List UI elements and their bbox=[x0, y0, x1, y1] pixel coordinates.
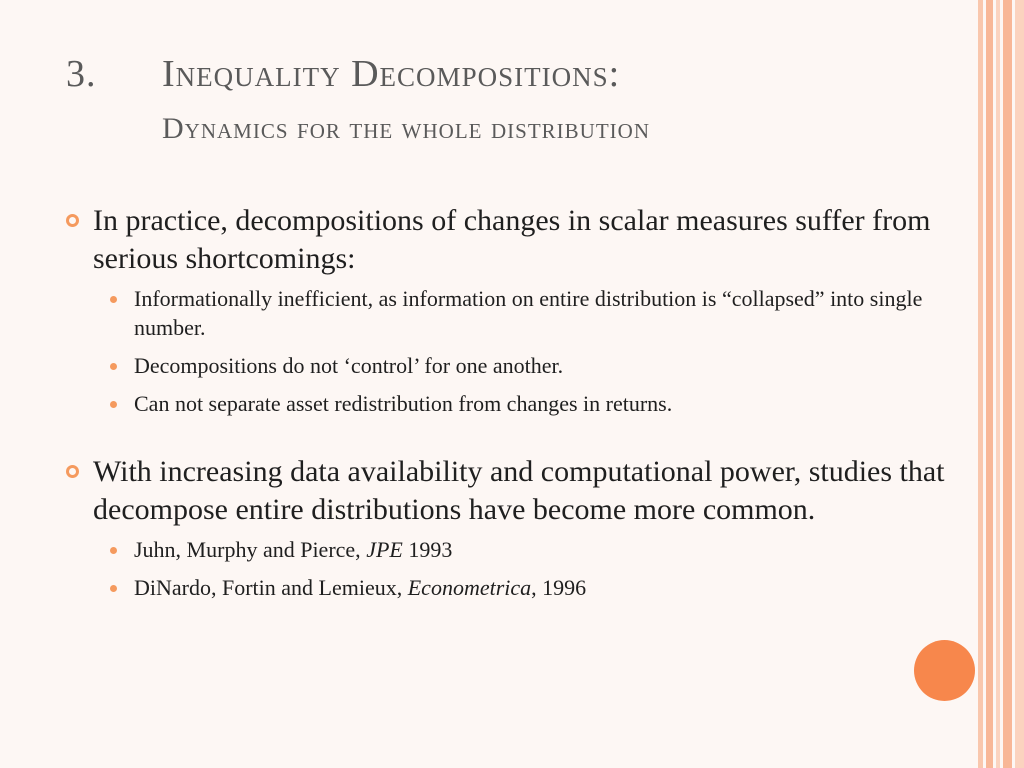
bullet-text: With increasing data availability and computational power, studies that decompose entire distributions have become more common. bbox=[93, 455, 945, 526]
decorative-stripes bbox=[978, 0, 1024, 768]
stripe bbox=[986, 0, 993, 768]
dot-bullet-icon bbox=[110, 401, 117, 408]
bullet-level1 bbox=[62, 202, 962, 278]
citation-journal: JPE bbox=[366, 537, 403, 562]
decorative-circle bbox=[914, 640, 975, 701]
sub-bullet-text: Decompositions do not ‘control’ for one another. bbox=[134, 353, 564, 378]
citation-journal: Econometrica bbox=[407, 575, 532, 600]
ring-bullet-icon bbox=[66, 214, 79, 227]
dot-bullet-icon bbox=[110, 296, 117, 303]
sub-bullet bbox=[62, 389, 962, 418]
slide-title: Inequality Decompositions: bbox=[162, 53, 621, 95]
bullet-text: In practice, decompositions of changes in scalar measures suffer from serious shortcomings: bbox=[93, 204, 931, 275]
citation-authors: DiNardo, Fortin and Lemieux, bbox=[134, 575, 408, 600]
sub-bullet bbox=[62, 573, 962, 602]
sub-bullet-text: Informationally inefficient, as information on entire distribution is “collapsed” into single number. bbox=[134, 286, 923, 340]
stripe bbox=[1015, 0, 1024, 768]
sub-bullet-list bbox=[62, 284, 962, 418]
bullet-level1 bbox=[62, 453, 962, 529]
sub-bullet bbox=[62, 535, 962, 564]
stripe bbox=[978, 0, 983, 768]
title-number: 3. bbox=[66, 53, 97, 95]
slide-subtitle: Dynamics for the whole distribution bbox=[162, 112, 650, 145]
sub-bullet bbox=[62, 351, 962, 380]
citation-authors: Juhn, Murphy and Pierce, bbox=[134, 537, 367, 562]
dot-bullet-icon bbox=[110, 585, 117, 592]
citation-year: 1993 bbox=[402, 537, 453, 562]
citation-year: , 1996 bbox=[531, 575, 587, 600]
sub-bullet-list bbox=[62, 535, 962, 602]
dot-bullet-icon bbox=[110, 363, 117, 370]
dot-bullet-icon bbox=[110, 547, 117, 554]
stripe bbox=[1003, 0, 1012, 768]
sub-bullet-text: Can not separate asset redistribution from changes in returns. bbox=[134, 391, 673, 416]
ring-bullet-icon bbox=[66, 465, 79, 478]
spacer bbox=[62, 427, 962, 453]
slide-content bbox=[62, 202, 962, 611]
sub-bullet bbox=[62, 284, 962, 342]
stripe bbox=[996, 0, 1000, 768]
